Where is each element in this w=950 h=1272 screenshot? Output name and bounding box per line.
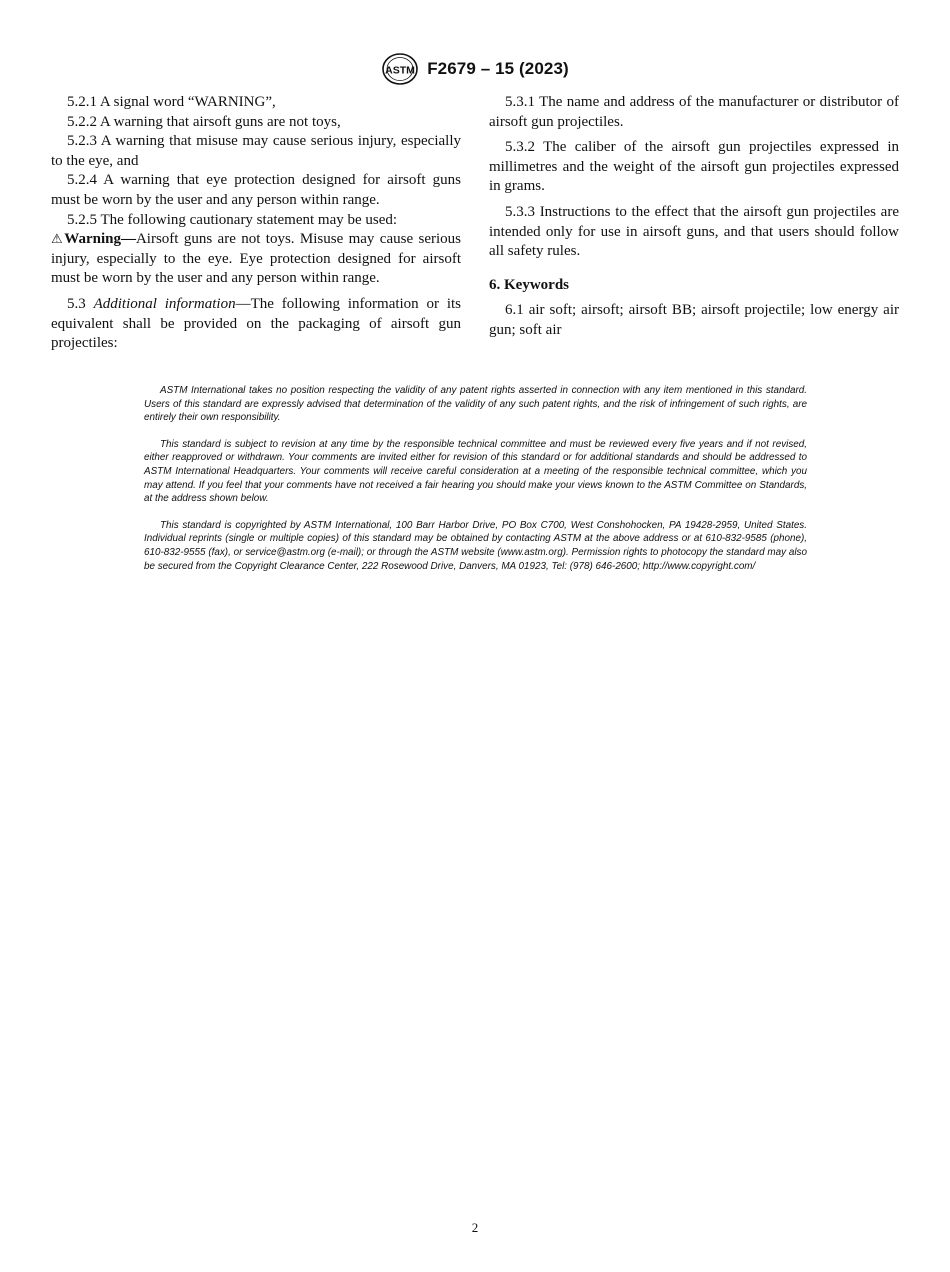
clause-5-2-3: 5.2.3 A warning that misuse may cause serious injury, especially to the eye, and: [51, 133, 461, 169]
copyright-notice: This standard is copyrighted by ASTM International, 100 Barr Harbor Drive, PO Box C700, West Conshohocken, PA 19428-2959, United States. Individual reprints (single or multiple copies) of this standard may be obtained by contacting ASTM at the above address or at 610-832-9585 (phone), 610-832-9555 (fax), or service@astm.org (e-mail); or through the ASTM website (www.astm.org). Permission rights to photocopy the standard may also be secured from the Copyright Clearance Center, 222 Rosewood Drive, Danvers, MA 01923, Tel: (978) 646-2600; http://www.copyright.com/: [144, 519, 807, 572]
clause-5-3-text: —The following information or its equivalent shall be provided on the packaging of airsoft gun projectiles:: [51, 295, 461, 352]
warning-statement: [51, 230, 461, 289]
clause-5-3-title: Additional information: [93, 295, 236, 312]
standard-designation: F2679 – 15 (2023): [427, 59, 569, 78]
clause-5-2-2: 5.2.2 A warning that airsoft guns are not toys,: [67, 113, 341, 130]
patent-notice: ASTM International takes no position respecting the validity of any patent rights asserted in connection with any item mentioned in this standard. Users of this standard are expressly advised that determination of the validity of any such patent rights, and the risk of infringement of such rights, are entirely their own responsibility.: [144, 385, 807, 424]
clause-6-1: 6.1 air soft; airsoft; airsoft BB; airsoft projectile; low energy air gun; soft air: [489, 302, 899, 338]
warning-text: Airsoft guns are not toys. Misuse may cause serious injury, especially to the eye. Eye protection designed for airsoft must be worn by the user and any person within range.: [51, 231, 461, 287]
page-header: [0, 52, 950, 86]
clause-5-3-3: 5.3.3 Instructions to the effect that the airsoft gun projectiles are intended only for use in airsoft guns, and that users should follow all safety rules.: [489, 203, 899, 260]
warning-label: Warning—: [64, 231, 136, 248]
clause-5-3: [51, 295, 461, 354]
keywords-heading: 6. Keywords: [489, 276, 569, 293]
clause-5-2-1: 5.2.1 A signal word “WARNING”,: [67, 94, 276, 110]
left-column: [51, 93, 461, 354]
astm-logo-icon: [381, 53, 419, 85]
clause-5-2-5: 5.2.5 The following cautionary statement may be used:: [67, 211, 398, 228]
revision-notice: This standard is subject to revision at any time by the responsible technical committee and must be reviewed every five years and if not revised, either reapproved or withdrawn. Your comments are invited either for revision of this standard or for additional standards and should be addressed to ASTM International Headquarters. Your comments will receive careful consideration at a meeting of the responsible technical committee, which you may attend. If you feel that your comments have not received a fair hearing you should make your views known to the ASTM Committee on Standards, at the address shown below.: [144, 438, 807, 505]
page-number: 2: [471, 1220, 479, 1235]
clause-5-3-1: 5.3.1 The name and address of the manufacturer or distributor of airsoft gun projectiles.: [489, 94, 899, 130]
right-column: [489, 93, 899, 341]
clause-5-2-4: 5.2.4 A warning that eye protection designed for airsoft guns must be worn by the user and any person within range.: [51, 172, 461, 208]
clause-5-3-2: 5.3.2 The caliber of the airsoft gun projectiles expressed in millimetres and the weight of the airsoft gun projectiles expressed in grams.: [489, 139, 899, 195]
svg-text:ASTM: ASTM: [385, 64, 416, 77]
footer-notice: [144, 384, 807, 586]
warning-triangle-icon: ⚠: [51, 232, 65, 248]
clause-5-3-number: 5.3: [67, 295, 94, 312]
